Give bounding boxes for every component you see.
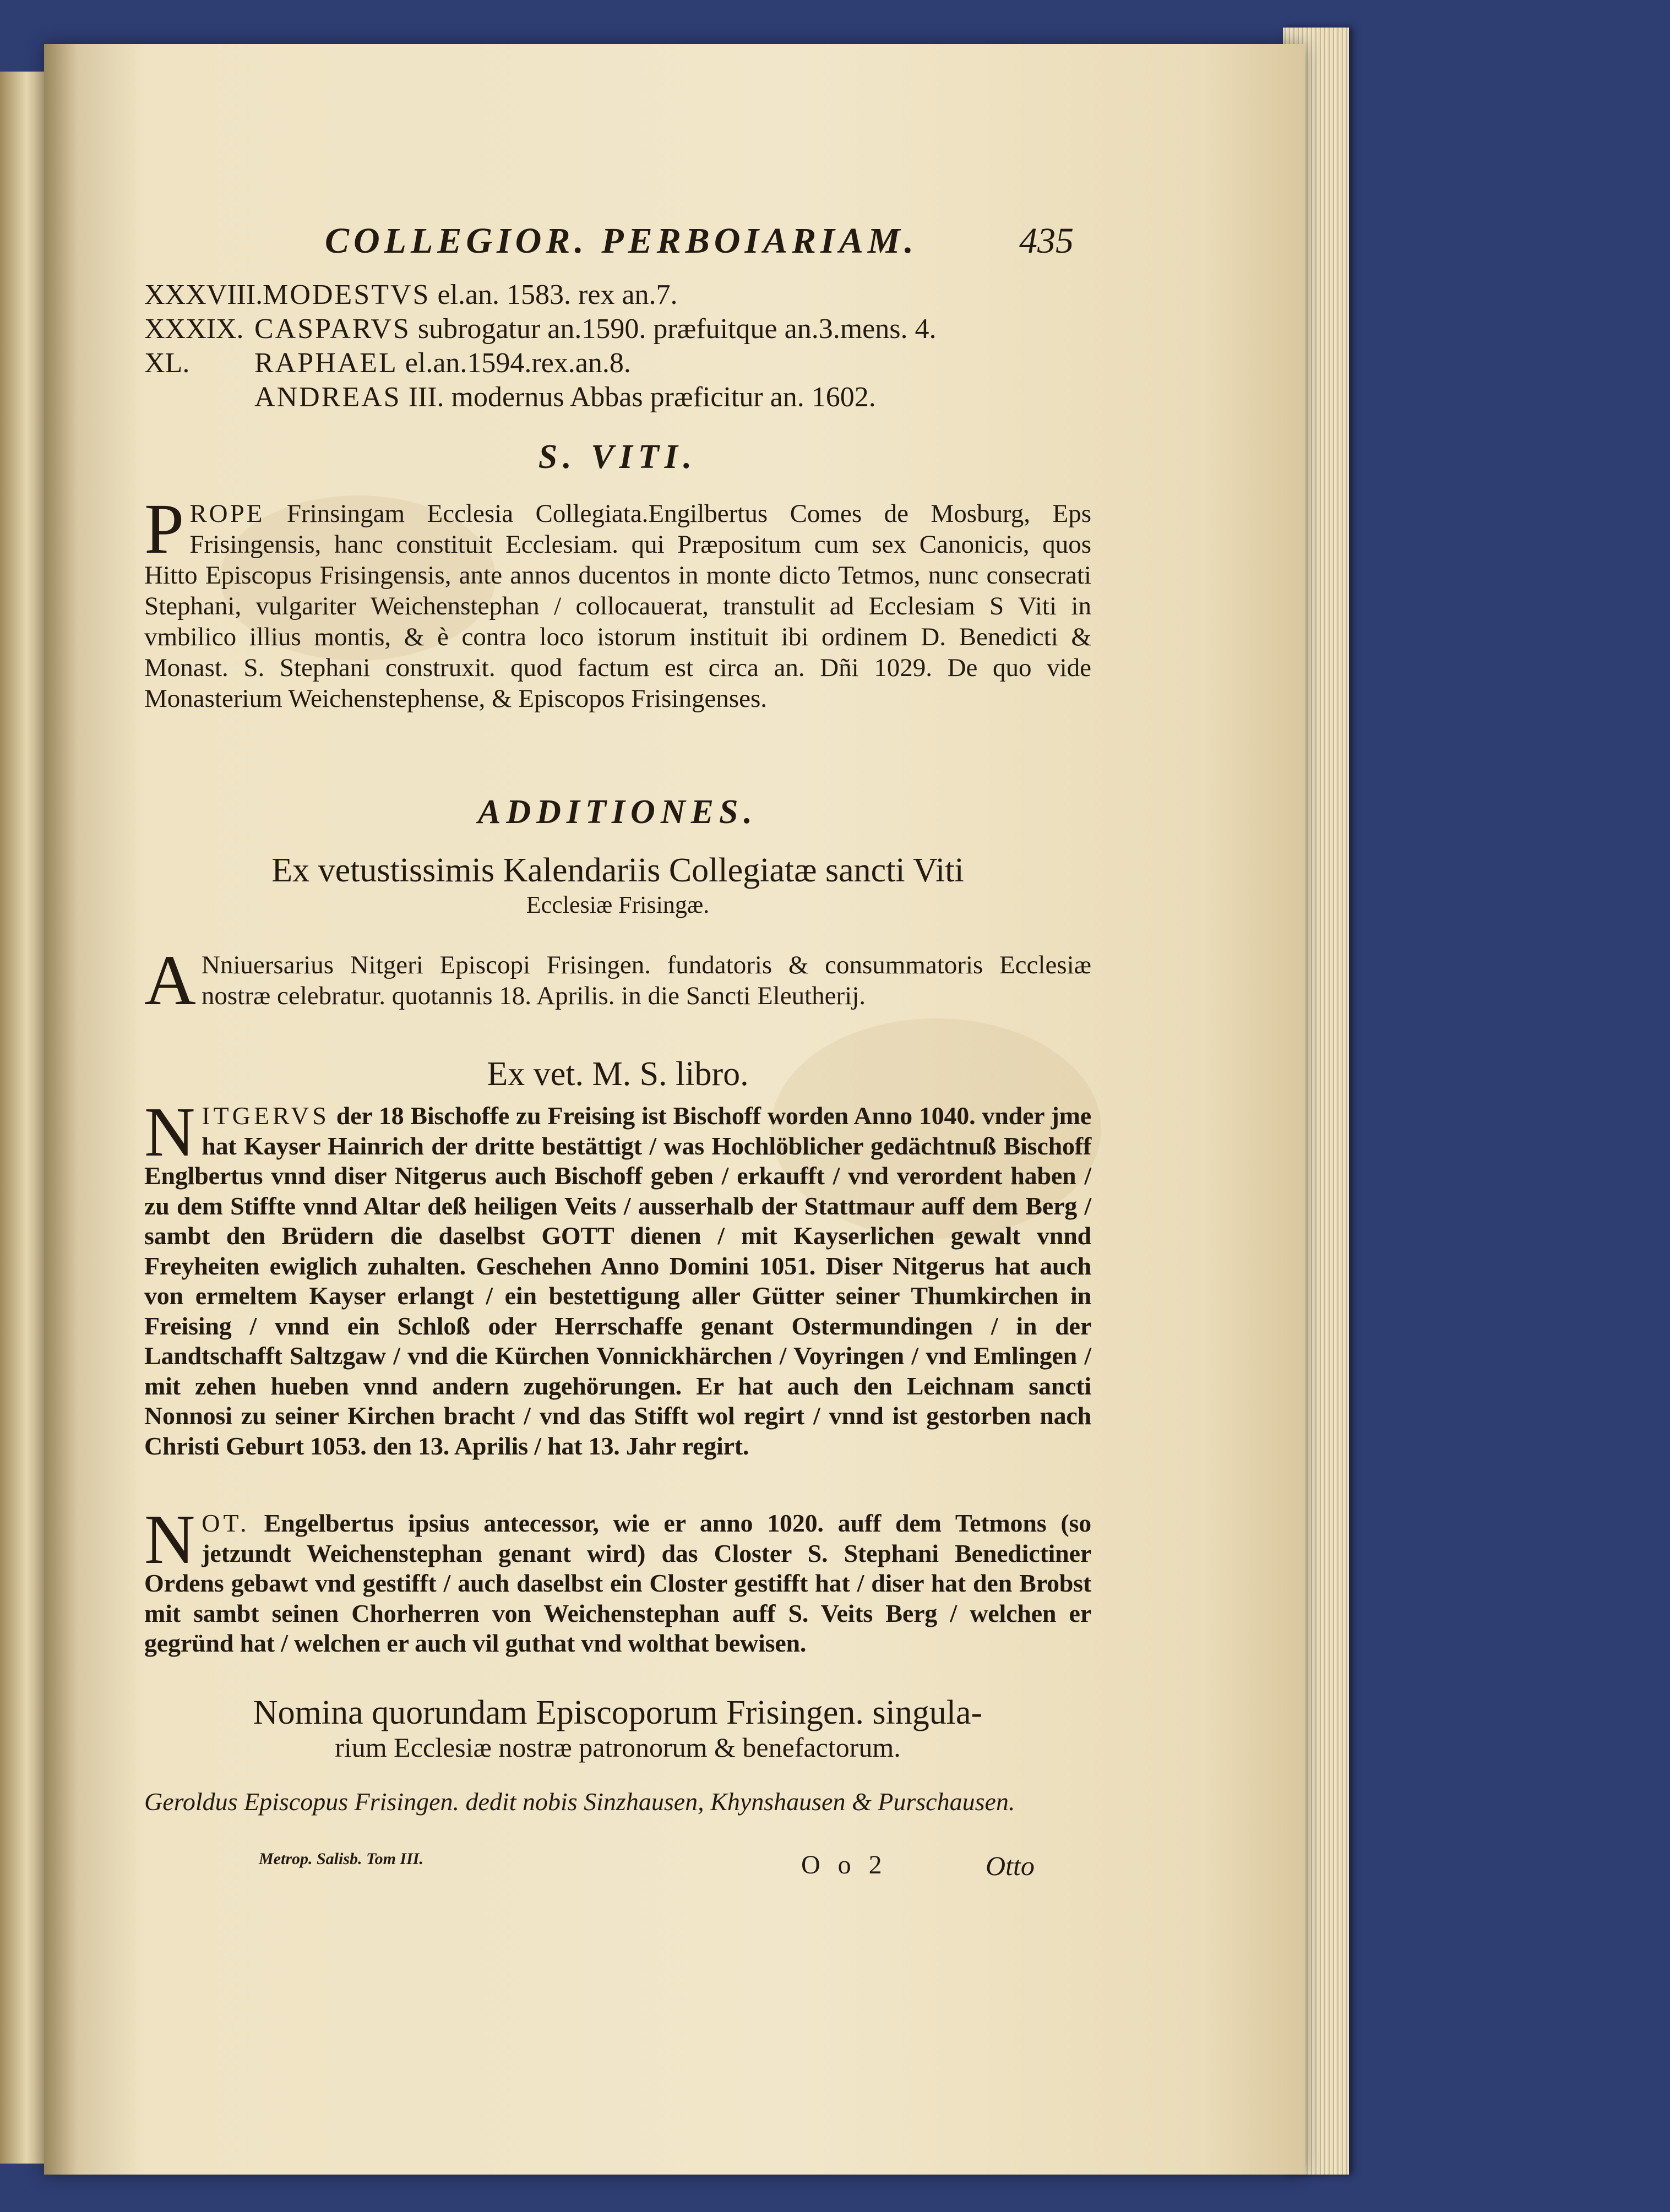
abbot-list xyxy=(144,278,1091,415)
page-number: 435 xyxy=(1019,221,1074,261)
ms-book-paragraph: NITGERVS der 18 Bischoffe zu Freising ist Bischoff worden Anno 1040. vnder jme hat Kayser Hainrich der dritte bestättigt / was Hochlöblicher gedächtnuß Bischoff Englbertus vnnd diser Nitgerus auch Bischoff geben / erkaufft / vnd verordent haben / zu dem Stiffte vnnd Altar deß heiligen Veits / ausserhalb der Stattmaur auff dem Berg / sambt den Brüdern die daselbst GOTT dienen / mit Kayserlichen gewalt vnnd Freyheiten ewiglich zuhalten. Geschehen Anno Domini 1051. Diser Nitgerus hat auch von ermeltem Kayser erlangt / ein bestettigung aller Gütter seiner Thumkirchen in Freising / vnnd ein Schloß oder Herrschaffe genant Ostermundingen / in der Landtschafft Saltzgaw / vnd die Kürchen Vonnickhärchen / Voyringen / vnd Emlingen / mit zehen hueben vnnd andern zugehörungen. Er hat auch den Leichnam sancti Nonnosi zu seiner Kirchen bracht / vnd das Stifft wol regirt / vnnd ist gestorben nach Christi Geburt 1053. den 13. Aprilis / hat 13. Jahr regirt. xyxy=(144,1093,1091,1460)
page-header xyxy=(325,220,1074,270)
running-title: COLLEGIOR. PERBOIARIAM. xyxy=(325,221,918,261)
additiones-subtitle: Ex vetustissimis Kalendariis Collegiatæ sancti Viti Ecclesiæ Frisingæ. xyxy=(271,852,964,918)
signature-mark: O o 2 xyxy=(801,1850,888,1879)
drop-cap: A xyxy=(144,941,196,1020)
ms-book-title: Ex vet. M. S. libro. xyxy=(487,1055,749,1093)
list-item: XXXIX. CASPARVS subrogatur an.1590. præfuitque an.3.mens. 4. xyxy=(144,313,937,345)
nota-paragraph: NOT. Engelbertus ipsius antecessor, wie er anno 1020. auff dem Tetmons (so jetzundt Weichenstephan genant wird) das Closter S. Stephani Benedictiner Ordens gebawt vnd gestifft / auch daselbst ein Closter gestifft hat / diser hat den Brobst mit sambt seinen Chorherren von Weichenstephan auff S. Veits Berg / welchen er gegründ hat / welchen er auch vil guthat vnd wolthat bewisen. xyxy=(144,1500,1091,1657)
facing-page-edge xyxy=(0,72,44,2164)
drop-cap: N xyxy=(144,1500,195,1578)
anniversary-entry: A Nniuersarius Nitgeri Episcopi Frisingen. fundatoris & consummatoris Ecclesiæ nostræ celebratur. quotannis 18. Aprilis. in die Sancti Eleutherij. xyxy=(144,941,1092,1020)
catchword: Otto xyxy=(986,1850,1035,1881)
list-item: ANDREAS III. modernus Abbas præficitur an. 1602. xyxy=(254,382,876,413)
nomina-entry: Geroldus Episcopus Frisingen. dedit nobis Sinzhausen, Khynshausen & Purschausen. xyxy=(144,1788,1015,1816)
drop-cap: N xyxy=(144,1093,195,1171)
gutter-shadow xyxy=(44,44,77,2175)
list-item: XXXVIII.MODESTVS el.an. 1583. rex an.7. xyxy=(144,279,678,310)
drop-cap: P xyxy=(144,489,184,569)
s-viti-paragraph: PROPE Frinsingam Ecclesia Collegiata.Engilbertus Comes de Mosburg, Eps Frisingensis, hanc constituit Ecclesiam. qui Præpositum cum sex Canonicis, quos Hitto Episcopus Frisingensis, ante annos ducentos in monte dicto Tetmos, nunc consecrati Stephani, vulgariter Weichenstephan / collocauerat, transtulit ad Ecclesiam S Viti in vmbilico illius montis, & è contra loco istorum instituit ibi ordinem D. Benedicti & Monast. S. Stephani construxit. quod factum est circa an. Dñi 1029. De quo vide Monasterium Weichenstephense, & Episcopos Frisingenses. xyxy=(144,489,1092,713)
list-item: XL. RAPHAEL el.an.1594.rex.an.8. xyxy=(144,347,631,379)
section-title-additiones: ADDITIONES. xyxy=(478,793,758,831)
nomina-title: Nomina quorundam Episcoporum Frisingen. singula- rium Ecclesiæ nostræ patronorum & benefactorum. xyxy=(253,1694,983,1763)
footer-reference: Metrop. Salisb. Tom III. xyxy=(259,1850,423,1868)
section-title-s-viti: S. VITI. xyxy=(538,438,698,476)
